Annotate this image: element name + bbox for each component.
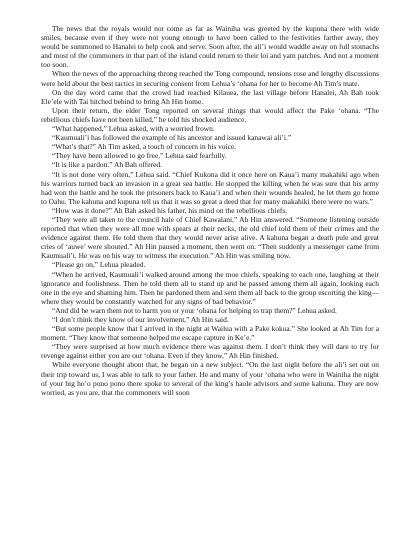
paragraph: “But some people know that I arrived in the night at Wailua with a Pake kokua.” She looked at Ah Tim for a moment. “They know that someone helped me escape capture in Ke’e.”	[41, 324, 379, 343]
paragraph: Upon their return, the elder Tong reported on several things that would affect the Pake ‘ohana. “The rebellious chiefs have not been killed,” he told his shocked audience.	[41, 105, 379, 124]
paragraph: “What happened,” Lehua asked, with a worried frown.	[52, 124, 215, 134]
paragraph: “It is like a pardon.” Ah Bah offered.	[52, 160, 162, 170]
paragraph: “It is not done very often,” Lehua said. “Chief Kukona did it once here on Kaua’i many makahiki ago when his warriors turned back an invasion in a great sea battle. He stopped the killing when he was sure that his army had won the battle and he took the prisoners back to Kaua’i and when their wounds healed, he let them go home to Oahu. The kahuna and kupuna tell us that it was so great a deed that for many makahiki there were no wars.”	[41, 169, 379, 206]
paragraph: “They were surprised at how much evidence there was against them. I don’t think they will dare to try for revenge against either you are our ‘ohana. Even if they know,” Ah Hin finished.	[41, 342, 379, 361]
paragraph: “I don’t think they know of our involvement,” Ah Hin said.	[52, 315, 229, 324]
paragraph: When the news of the approaching throng reached the Tong compound, tensions rose and lengthy discussions were held about the best tactics in securing consent from Lehua’s ‘ohana for her to become Ah Tim’s mate.	[41, 69, 379, 88]
paragraph: On the day word came that the crowd had reached Kilauea, the last village before Hanalei, Ah Bah took Ele’ele with Tai hitched behind to bring Ah Hin home.	[41, 87, 379, 106]
document-page	[41, 24, 379, 397]
paragraph: “Please go on,” Lehua pleaded.	[52, 260, 146, 270]
paragraph: “They were all taken to the council hale of Chief Kawalani,” Ah Hin answered. “Someone listening outside reported that when they were all moe with spears at their necks, the old chief told them of their crimes and the evidence against them. He told them that they would never arise alive. A kahuna began a death pule and great cries of ‘auwe’ were shouted.” Ah Hin paused a moment, then went on. “Then suddenly a messenger came from Kaumuali’i. He was on his way to witness the execution.” Ah Hin was smiling now.	[41, 214, 379, 261]
paragraph: “They have been allowed to go free,” Lehua said fearfully.	[52, 151, 227, 161]
paragraph: “And did he warn them not to harm you or your ‘ohana for helping to trap them?” Lehua asked.	[52, 305, 337, 315]
paragraph: “How was it done?” Ah Bah asked his father, his mind on the rebellious chiefs.	[52, 205, 288, 215]
paragraph: While everyone thought about that, he began on a new subject. “On the last night before the ali’i set out on their trip toward us, I was able to talk to your father. He and many of your ‘ohana who were in Wainiha the night of your big ho’o pono pono there spoke to several of the king’s haole advisors and some kahuna. They are now worried, as you are, that the commoners will soon	[41, 360, 379, 397]
paragraph: “When he arrived, Kaumuali’i walked around among the moe chiefs, speaking to each one, laughing at their ignorance and foolishness. Then he told them all to stand up and he passed among them all again, looking each one in the eye and shaming him. Then he pardoned them and sent them all back to the group escorting the king— where they would be constantly watched for any signs of bad behavior.”	[41, 269, 379, 306]
paragraph: “Kaumuali’i has followed the example of his ancestor and issued kanawai ali’i.”	[52, 133, 292, 143]
paragraph: “What’s that?” Ah Tim asked, a touch of concern in his voice.	[52, 142, 237, 152]
paragraph: The news that the royals would not come as far as Wainiha was greeted by the kupuna there with wide smiles, because even if they were not young enough to have been called to the festivities farther away, they would be summoned to Hanalei to help cook and serve. Soon after, the ali’i would waddle away on full stomachs and most of the commoners in that part of the island could return to their loi and yam patches. And not a moment too soon.	[41, 24, 379, 70]
